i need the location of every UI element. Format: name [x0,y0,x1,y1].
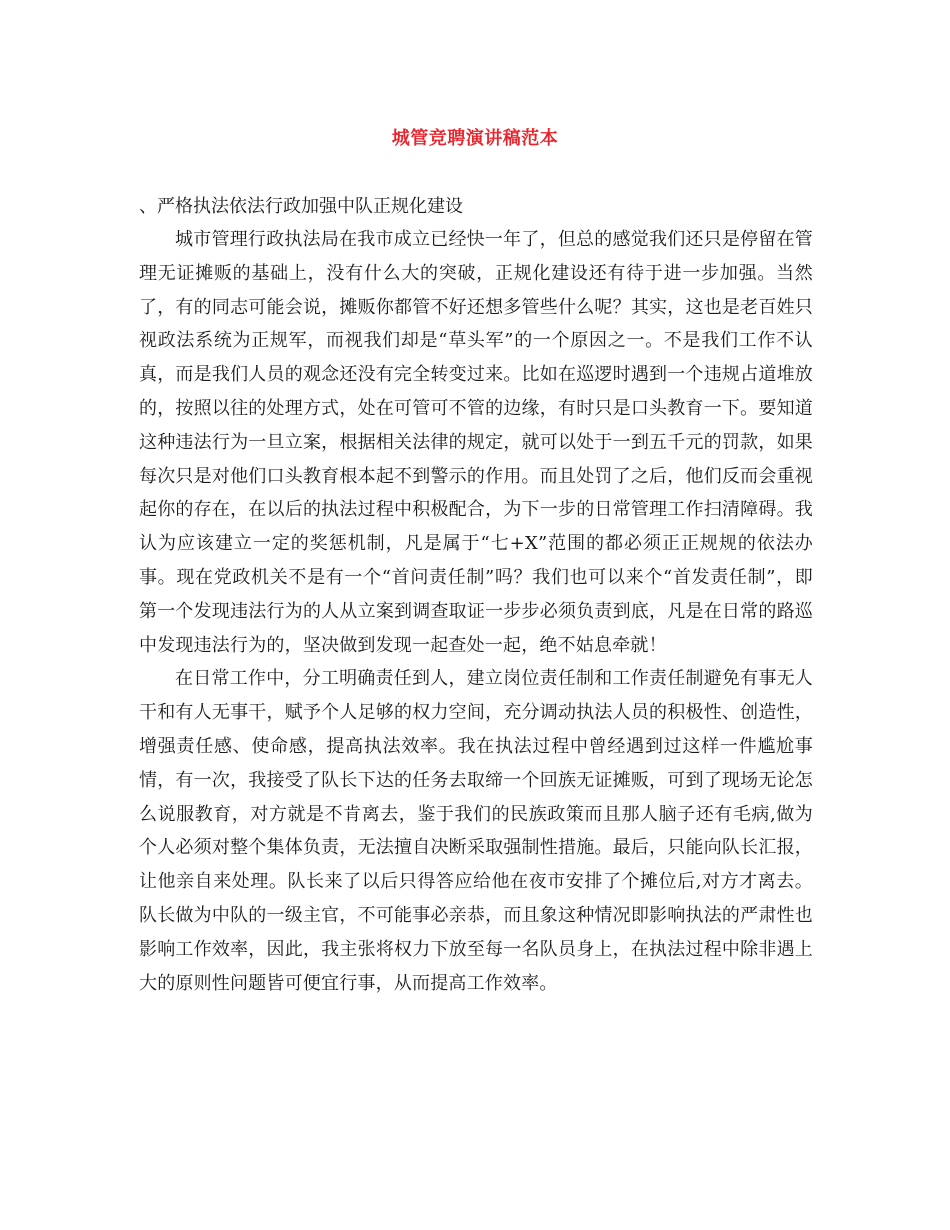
paragraph-2: 在日常工作中，分工明确责任到人，建立岗位责任制和工作责任制避免有事无人干和有人无事干，赋予个人足够的权力空间，充分调动执法人员的积极性、创造性，增强责任感、使命感，提高执法效率。我在执法过程中曾经遇到过这样一件尴尬事情，有一次，我接受了队长下达的任务去取缔一个回族无证摊贩，可到了现场无论怎么说服教育，对方就是不肯离去，鉴于我们的民族政策而且那人脑子还有毛病,做为个人必须对整个集体负责，无法擅自决断采取强制性措施。最后，只能向队长汇报，让他亲自来处理。队长来了以后只得答应给他在夜市安排了个摊位后,对方才离去。队长做为中队的一级主官，不可能事必亲恭，而且象这种情况即影响执法的严肃性也影响工作效率，因此，我主张将权力下放至每一名队员身上，在执法过程中除非遇上大的原则性问题皆可便宜行事，从而提高工作效率。 [139,668,813,994]
section-heading: 、严格执法依法行政加强中队正规化建设 [139,196,463,217]
document-body [139,191,813,1000]
document-title: 城管竞聘演讲稿范本 [391,128,559,149]
paragraph-1: 城市管理行政执法局在我市成立已经快一年了，但总的感觉我们还只是停留在管理无证摊贩的基础上，没有什么大的突破，正规化建设还有待于进一步加强。当然了，有的同志可能会说，摊贩你都管不好还想多管些什么呢？其实，这也是老百姓只视政法系统为正规军，而视我们却是“草头军”的一个原因之一。不是我们工作不认真，而是我们人员的观念还没有完全转变过来。比如在巡逻时遇到一个违规占道堆放的，按照以往的处理方式，处在可管可不管的边缘，有时只是口头教育一下。要知道这种违法行为一旦立案，根据相关法律的规定，就可以处于一到五千元的罚款，如果每次只是对他们口头教育根本起不到警示的作用。而且处罚了之后，他们反而会重视起你的存在，在以后的执法过程中积极配合，为下一步的日常管理工作扫清障碍。我认为应该建立一定的奖惩机制，凡是属于“七+X”范围的都必须正正规规的依法办事。现在党政机关不是有一个“首问责任制”吗？我们也可以来个“首发责任制”，即第一个发现违法行为的人从立案到调查取证一步步必须负责到底，凡是在日常的路巡中发现违法行为的，坚决做到发现一起查处一起，绝不姑息牵就！ [139,229,813,656]
